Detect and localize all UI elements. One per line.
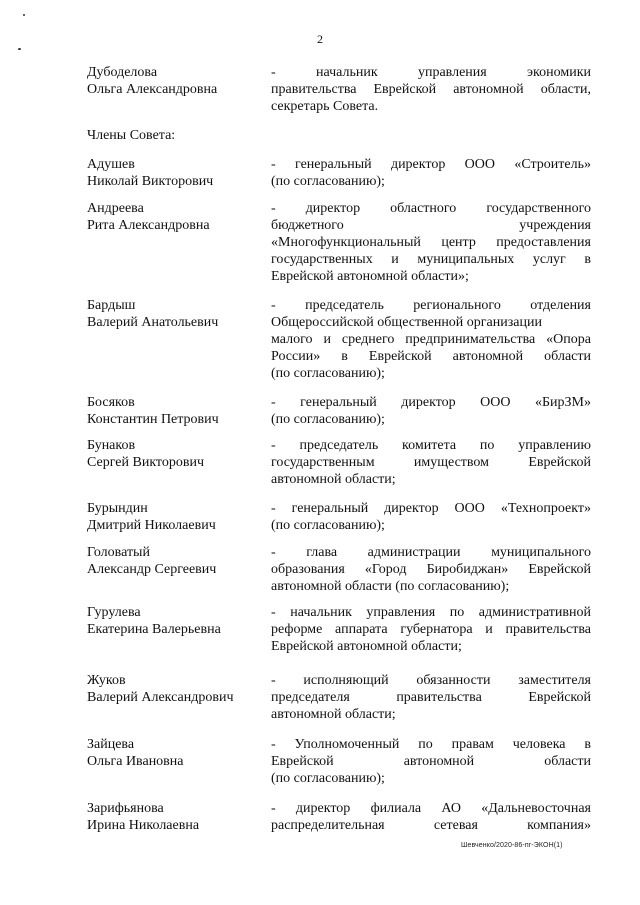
given-names: Валерий Анатольевич (87, 315, 219, 330)
role-line: Еврейской автономной области (271, 754, 591, 769)
member-name (87, 544, 267, 578)
role-line: - начальник управления по административной (271, 605, 591, 620)
role-line: - исполняющий обязанности заместителя (271, 673, 591, 688)
role-line: правительства Еврейской автономной области, (271, 82, 591, 97)
role-line: государственных и муниципальных услуг в (271, 252, 591, 267)
member-name (87, 736, 267, 770)
secretary-role (271, 64, 591, 115)
role-line: секретарь Совета. (271, 99, 379, 114)
member-role (271, 437, 591, 488)
role-line: государственным имуществом Еврейской (271, 455, 591, 470)
role-line: распределительная сетевая компания» (271, 818, 591, 833)
given-names: Николай Викторович (87, 174, 214, 189)
surname: Бурындин (87, 501, 148, 516)
surname: Андреева (87, 201, 144, 216)
member-name (87, 156, 267, 190)
role-line: - глава администрации муниципального (271, 545, 591, 560)
role-line: Еврейской автономной области»; (271, 269, 469, 284)
surname: Головатый (87, 545, 150, 560)
role-line: - директор областного государственного (271, 201, 591, 216)
secretary-name (87, 64, 267, 98)
role-line: (по согласованию); (271, 412, 385, 427)
member-role (271, 200, 591, 285)
given-names: Ольга Ивановна (87, 754, 184, 769)
role-line: бюджетного учреждения (271, 218, 591, 233)
surname: Адушев (87, 157, 135, 172)
document-code: Шевченко/2020-86-пг-ЭКОН(1) (461, 842, 563, 849)
member-role (271, 604, 591, 655)
member-role (271, 736, 591, 787)
member-role (271, 297, 591, 382)
role-line: автономной области (по согласованию); (271, 579, 510, 594)
member-name (87, 672, 267, 706)
member-role (271, 500, 591, 534)
page-number: 2 (317, 32, 323, 46)
member-role (271, 156, 591, 190)
role-line: (по согласованию); (271, 771, 385, 786)
role-line: - генеральный директор ООО «Строитель» (271, 157, 591, 172)
role-line: Еврейской автономной области; (271, 639, 462, 654)
member-name (87, 500, 267, 534)
members-title: Члены Совета: (87, 128, 176, 143)
role-line: автономной области; (271, 707, 396, 722)
surname: Жуков (87, 673, 126, 688)
scan-dot-left (18, 48, 21, 50)
role-line: реформе аппарата губернатора и правительства (271, 622, 591, 637)
member-role (271, 394, 591, 428)
member-name (87, 800, 267, 834)
given-names: Дмитрий Николаевич (87, 518, 216, 533)
given-names: Александр Сергеевич (87, 562, 217, 577)
member-name (87, 394, 267, 428)
role-line: - директор филиала АО «Дальневосточная (271, 801, 591, 816)
given-names: Ирина Николаевна (87, 818, 200, 833)
role-line: России» в Еврейской автономной области (271, 349, 591, 364)
role-line: (по согласованию); (271, 174, 385, 189)
surname: Бардыш (87, 298, 136, 313)
role-line: образования «Город Биробиджан» Еврейской (271, 562, 591, 577)
member-role (271, 672, 591, 723)
given-names: Константин Петрович (87, 412, 219, 427)
given-names: Ольга Александровна (87, 82, 218, 97)
surname: Гурулева (87, 605, 141, 620)
role-line: - генеральный директор ООО «БирЗМ» (271, 395, 591, 410)
surname: Бунаков (87, 438, 136, 453)
member-role (271, 800, 591, 834)
member-role (271, 544, 591, 595)
surname: Дубоделова (87, 65, 158, 80)
role-line: Общероссийской общественной организации (271, 315, 542, 330)
role-line: - председатель регионального отделения (271, 298, 591, 313)
scan-dot-top (23, 14, 25, 16)
given-names: Екатерина Валерьевна (87, 622, 221, 637)
role-line: малого и среднего предпринимательства «Опора (271, 332, 591, 347)
member-name (87, 200, 267, 234)
surname: Зайцева (87, 737, 135, 752)
role-line: (по согласованию); (271, 518, 385, 533)
given-names: Рита Александровна (87, 218, 210, 233)
role-line: председателя правительства Еврейской (271, 690, 591, 705)
member-name (87, 297, 267, 331)
surname: Босяков (87, 395, 135, 410)
member-name (87, 437, 267, 471)
member-name (87, 604, 267, 638)
role-line: - генеральный директор ООО «Технопроект» (271, 501, 591, 516)
role-line: автономной области; (271, 472, 396, 487)
role-line: - начальник управления экономики (271, 65, 591, 80)
given-names: Валерий Александрович (87, 690, 234, 705)
given-names: Сергей Викторович (87, 455, 205, 470)
role-line: (по согласованию); (271, 366, 385, 381)
role-line: «Многофункциональный центр предоставления (271, 235, 591, 250)
role-line: - Уполномоченный по правам человека в (271, 737, 591, 752)
surname: Зарифьянова (87, 801, 164, 816)
role-line: - председатель комитета по управлению (271, 438, 591, 453)
